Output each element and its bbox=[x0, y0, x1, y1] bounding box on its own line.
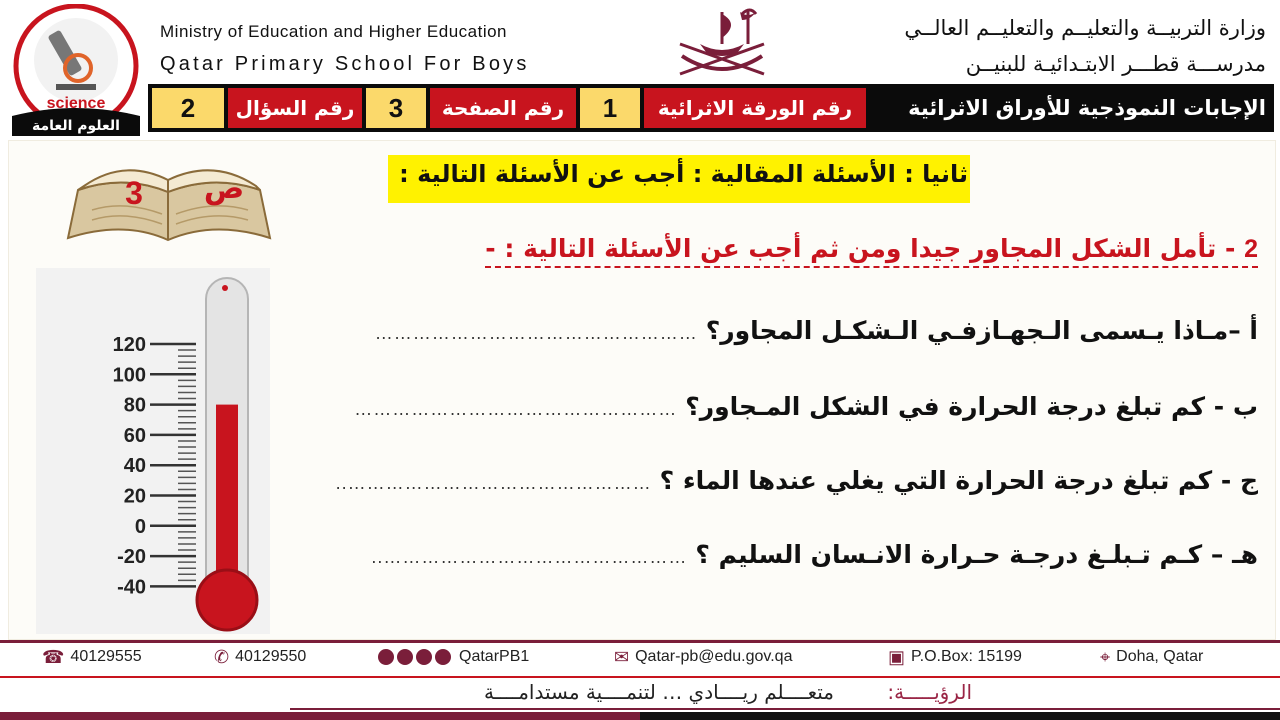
open-book-icon bbox=[64, 150, 274, 250]
footer-email[interactable] bbox=[614, 646, 792, 668]
email-icon: ✉ bbox=[614, 646, 630, 667]
thermometer-figure bbox=[36, 268, 270, 634]
scale-label: 40 bbox=[123, 455, 146, 478]
paper-number-label: رقم الورقة الاثرائية bbox=[644, 88, 866, 128]
info-bar-title: الإجابات النموذجية للأوراق الاثرائية bbox=[908, 96, 1266, 120]
thermometer-bulb bbox=[197, 570, 257, 630]
sub-question-b bbox=[354, 392, 1258, 421]
facebook-icon bbox=[378, 649, 394, 665]
question-prompt-text: - تأمل الشكل المجاور جيدا ومن ثم أجب عن الأسئلة التالية : - bbox=[485, 234, 1236, 263]
whatsapp-icon: ✆ bbox=[214, 646, 230, 667]
logo-text-en: science bbox=[46, 95, 106, 112]
question-prompt bbox=[485, 234, 1258, 268]
instagram-icon bbox=[397, 649, 413, 665]
sub-question-text: أ –مـاذا يـسمى الـجهـازفـي الـشكـل المجاور؟ bbox=[705, 316, 1258, 345]
sub-question-c bbox=[336, 466, 1258, 495]
question-number-label: رقم السؤال bbox=[228, 88, 362, 128]
qatar-emblem-icon bbox=[670, 4, 774, 82]
sub-question-text: ج - كم تبلغ درجة الحرارة التي يغلي عندها الماء ؟ bbox=[659, 466, 1258, 495]
phone-icon: ☎ bbox=[42, 646, 65, 667]
answer-blank[interactable]: ………………………………………….. bbox=[335, 473, 652, 493]
location-pin-icon: ⌖ bbox=[1100, 646, 1111, 667]
footer-whatsapp[interactable] bbox=[214, 646, 306, 668]
sub-question-text: ب - كم تبلغ درجة الحرارة في الشكل المـجاور؟ bbox=[685, 392, 1258, 421]
sub-question-text: هـ – كـم تـبلـغ درجـة حـرارة الانـسان السليم ؟ bbox=[695, 540, 1258, 569]
footer-divider bbox=[290, 708, 1280, 710]
book-page-letter: ص bbox=[203, 171, 245, 206]
footer-divider bbox=[0, 640, 1280, 643]
social-icons bbox=[378, 649, 451, 665]
youtube-icon bbox=[435, 649, 451, 665]
scale-label: -20 bbox=[117, 546, 146, 569]
answer-blank[interactable]: ………………………………………….. bbox=[371, 547, 688, 567]
whatsapp-number: 40129550 bbox=[235, 648, 307, 665]
book-page-number: 3 bbox=[125, 175, 143, 211]
science-logo bbox=[6, 4, 146, 138]
vision-label: الرؤيـــــة: bbox=[887, 680, 972, 704]
scale-label: -40 bbox=[117, 576, 146, 599]
question-number-value: 2 bbox=[152, 88, 224, 128]
x-icon bbox=[416, 649, 432, 665]
page-number-label: رقم الصفحة bbox=[430, 88, 576, 128]
footer-po-box bbox=[888, 646, 1022, 668]
footer-bar bbox=[640, 712, 1280, 720]
footer-phone[interactable] bbox=[42, 646, 142, 668]
footer-social[interactable] bbox=[378, 646, 529, 668]
school-name-ar: مدرســـة قطـــر الابتـدائيـة للبنيــن bbox=[965, 52, 1266, 76]
paper-number-value: 1 bbox=[580, 88, 640, 128]
footer-bar bbox=[0, 712, 640, 720]
scale-label: 120 bbox=[112, 334, 146, 356]
scale-label: 20 bbox=[123, 485, 146, 508]
scale-label: 60 bbox=[123, 424, 146, 447]
logo-text-ar: العلوم العامة bbox=[32, 118, 120, 134]
scale-label: 0 bbox=[134, 515, 146, 538]
sub-question-a bbox=[375, 316, 1258, 345]
scale-label: 100 bbox=[112, 364, 146, 387]
po-box-text: P.O.Box: 15199 bbox=[911, 648, 1022, 665]
thermometer-fluid bbox=[216, 405, 238, 588]
phone-number: 40129555 bbox=[70, 648, 142, 665]
section-heading: ثانيا : الأسئلة المقالية : أجب عن الأسئلة التالية : bbox=[399, 160, 968, 188]
location-text: Doha, Qatar bbox=[1116, 648, 1204, 665]
footer-divider bbox=[0, 676, 1280, 678]
answer-blank[interactable]: …………………………………………… bbox=[374, 323, 698, 343]
school-name-en: Qatar Primary School For Boys bbox=[160, 53, 530, 75]
ministry-name-en: Ministry of Education and Higher Education bbox=[160, 22, 508, 41]
vision-text: متعــــلم ريــــادي … لتنمــــية مستدامــــة bbox=[484, 680, 834, 704]
page-number-value: 3 bbox=[366, 88, 426, 128]
sub-question-d bbox=[371, 540, 1258, 569]
footer-location bbox=[1100, 646, 1203, 668]
answer-blank[interactable]: …………………………………………… bbox=[354, 399, 678, 419]
mailbox-icon: ▣ bbox=[888, 646, 906, 667]
scale-label: 80 bbox=[123, 394, 146, 417]
question-prompt-number: 2 bbox=[1244, 235, 1258, 263]
social-handle: QatarPB1 bbox=[459, 648, 530, 665]
email-address: Qatar-pb@edu.gov.qa bbox=[635, 648, 793, 665]
ministry-name-ar: وزارة التربيــة والتعليــم والتعليــم العالــي bbox=[904, 16, 1266, 40]
